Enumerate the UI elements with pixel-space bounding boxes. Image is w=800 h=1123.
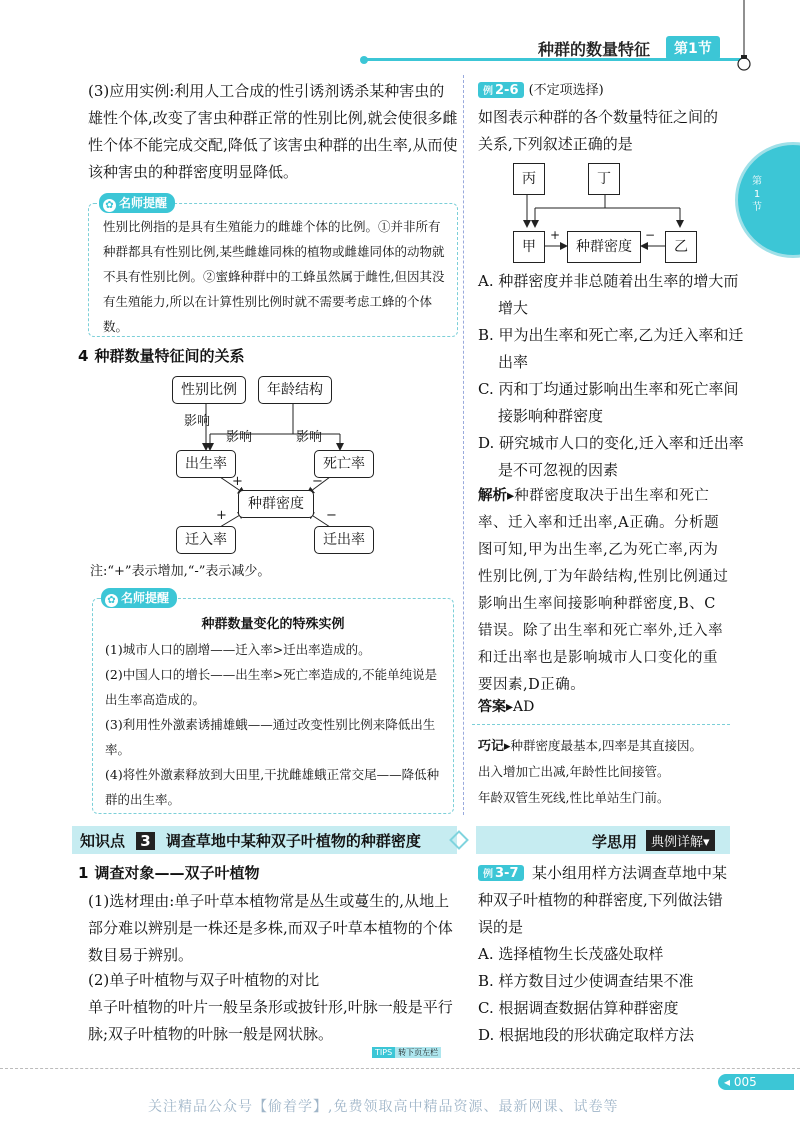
tip2-item-2: (2)中国人口的增长——出生率>死亡率造成的,不能单纯说是出生率高造成的。 [105,667,438,707]
mnemonic-box [472,724,730,813]
label-minus-2: − [326,508,337,523]
tip-label-2: ✿ 名师提醒 [101,588,177,608]
page-number: ◂ 005 [718,1074,794,1090]
side-tab-top: 第 [752,176,762,187]
footer-watermark: 关注精品公众号【偷着学】,免费领取高中精品资源、最新网课、试卷等 [148,1099,619,1115]
tip-box-1 [88,196,458,337]
bottom-left-p1: (1)选材理由:单子叶草本植物常是丛生或蔓生的,从地上部分难以辨别是一株还是多株,而双子叶草本植物的个体数目易于辨别。 [88,892,453,964]
example-1-stem: 如图表示种群的各个数量特征之间的关系,下列叙述正确的是 [478,108,719,153]
node-age-structure: 年龄结构 [258,376,332,404]
heading-1: 1 调查对象——双子叶植物 [78,864,260,882]
footer-line [0,1068,800,1069]
page-arrow-icon: ◂ [724,1075,731,1089]
node-density: 种群密度 [238,490,314,518]
label-minus-1: − [312,474,323,489]
side-tab [735,142,800,258]
bottom-left-p2: (2)单子叶植物与双子叶植物的对比 [88,971,320,989]
option-c: C. 丙和丁均通过影响出生率和死亡率间接影响种群密度 [478,380,739,425]
mnemonic-line-1: 巧记▸种群密度最基本,四率是其直接因。 [478,738,703,754]
tip2-item-3: (3)利用性外激素诱捕雄蛾——通过改变性别比例来降低出生率。 [105,717,436,757]
ex-label-plus: + [550,228,561,242]
label-plus-1: + [232,474,243,489]
ex2-option-d: D. 根据地段的形状确定取样方法 [478,1026,695,1044]
left-paragraph-1: (3)应用实例:利用人工合成的性引诱剂诱杀某种害虫的雄性个体,改变了害虫种群正常的性别比例,就会使很多雌性个体不能完成交配,降低了该害虫种群的出生率,从而使该种害虫的种群密度明显降低。 [88,82,458,181]
node-birth-rate: 出生率 [176,450,236,478]
analysis-label: 解析▸ [478,488,515,504]
analysis-block [478,483,730,699]
right-section-tag: 典例详解▾ [646,830,715,851]
diagram-note: 注:“+”表示增加,“-”表示减少。 [90,564,271,579]
right-section-label: 学思用 [592,833,638,851]
ex-node-yi: 乙 [665,231,697,263]
tip2-item-1: (1)城市人口的剧增——迁入率>迁出率造成的。 [105,642,371,657]
example-type: (不定项选择) [528,83,604,98]
answer-value: AD [513,699,535,715]
section-badge: 第1节 [666,36,720,60]
node-death-rate: 死亡率 [314,450,374,478]
ex-node-bing: 丙 [513,163,545,195]
ex-node-ding: 丁 [588,163,620,195]
node-immigration: 迁入率 [176,526,236,554]
ex-node-density: 种群密度 [567,231,641,263]
bulb-icon [732,0,756,80]
column-divider [463,75,464,815]
ex2-option-b: B. 样方数目过少使调查结果不准 [478,972,694,990]
tip-box-2 [92,591,454,814]
option-d: D. 研究城市人口的变化,迁入率和迁出率是不可忽视的因素 [478,434,744,479]
kp-heading: 知识点 3 调查草地中某种双子叶植物的种群密度 [80,832,421,850]
example-tag-2: 例 3-7 [478,865,524,881]
side-tab-bottom: 节 [752,202,762,213]
answer-block [478,696,534,716]
tip-text-1: 性别比例指的是具有生殖能力的雌雄个体的比例。①并非所有种群都具有性别比例,某些雌雄同株的植物或雌雄同体的动物就不具有性别比例。②蜜蜂种群中的工蜂虽然属于雌性,但因其没有生殖能力,所以在计算性别比例时就不需要考虑工蜂的个体数。 [103,219,445,334]
lightbulb-icon: ✿ [105,594,118,607]
ex2-option-a: A. 选择植物生长茂盛处取样 [478,945,664,963]
mnemonic-label: 巧记▸ [478,739,511,754]
tip2-item-4: (4)将性外激素释放到大田里,干扰雌雄蛾正常交尾——降低种群的出生率。 [105,767,440,807]
ex-label-minus: − [645,228,656,242]
option-b: B. 甲为出生率和死亡率,乙为迁入率和迁出率 [478,326,744,371]
section-title: 种群的数量特征 [538,40,651,59]
kp-number: 3 [136,832,154,850]
label-plus-2: + [216,508,227,523]
side-tab-num: 1 [753,189,761,200]
lightbulb-icon: ✿ [103,199,116,212]
example-tag: 例 2-6 [478,82,524,98]
tip-label-1: ✿ 名师提醒 [99,193,175,213]
tip-title-2: 种群数量变化的特殊实例 [201,617,345,632]
tips-badge: TIPS 转下页左栏 [372,1047,441,1058]
example-2-stem: 某小组用样方法调查草地中某种双子叶植物的种群密度,下列做法错误的是 [478,864,728,936]
bottom-left-p3: 单子叶植物的叶片一般呈条形或披针形,叶脉一般是平行脉;双子叶植物的叶脉一般是网状脉。 [88,998,453,1043]
header-dots [360,56,368,64]
ex-node-jia: 甲 [513,231,545,263]
mnemonic-line-3: 年龄双管生死线,性比单站生门前。 [478,790,670,805]
ex2-option-c: C. 根据调查数据估算种群密度 [478,999,679,1017]
label-affect-3: 影响 [296,430,323,445]
analysis-text: 种群密度取决于出生率和死亡率、迁入率和迁出率,A正确。分析题图可知,甲为出生率,乙为死亡率,丙为性别比例,丁为年龄结构,性别比例通过影响出生率间接影响种群密度,B、C错误。除了出生率和死亡率外,迁入率和迁出率也是影响城市人口变化的重要因素,D正确。 [478,488,729,693]
label-affect-2: 影响 [226,430,253,445]
option-a: A. 种群密度并非总随着出生率的增大而增大 [478,272,739,317]
label-affect-1: 影响 [184,414,211,429]
mnemonic-line-2: 出入增加亡出减,年龄性比间接管。 [478,764,670,779]
node-emigration: 迁出率 [314,526,374,554]
example-2-6 [478,79,728,98]
answer-label: 答案▸ [478,699,514,715]
heading-4: 4 种群数量特征间的关系 [78,347,245,365]
node-sex-ratio: 性别比例 [172,376,246,404]
